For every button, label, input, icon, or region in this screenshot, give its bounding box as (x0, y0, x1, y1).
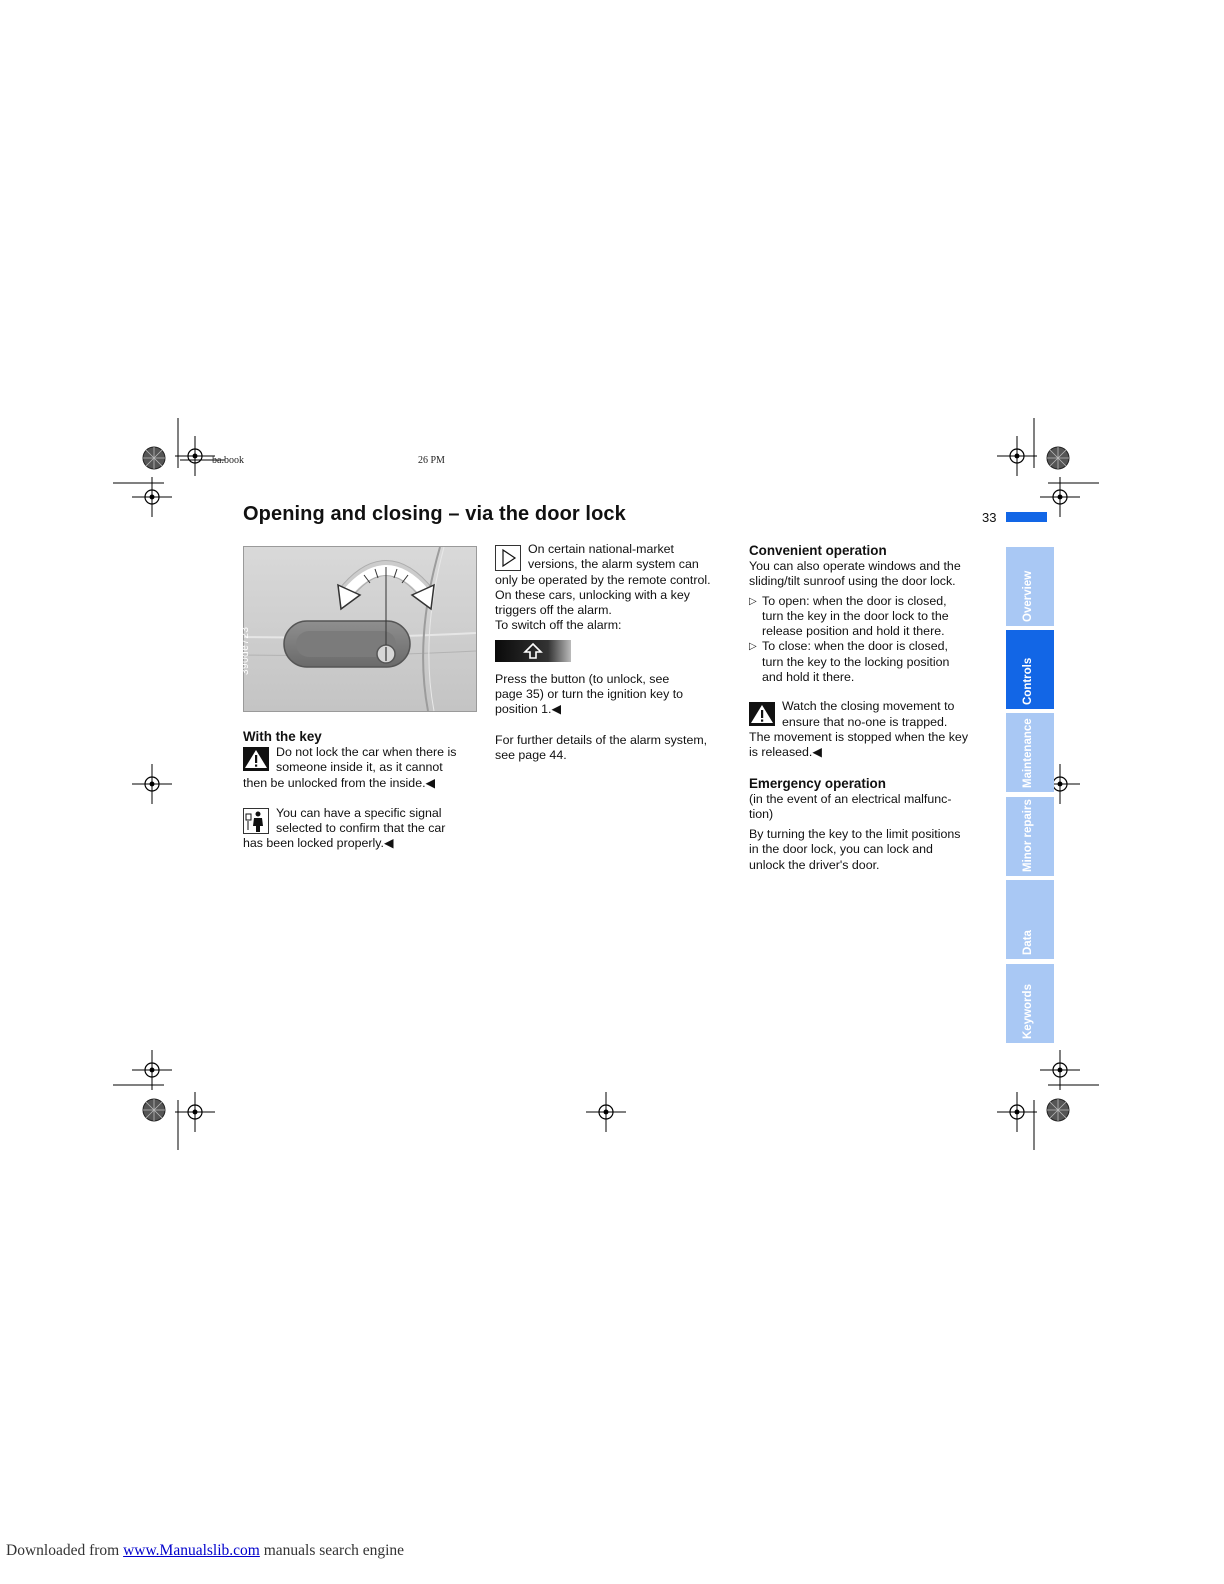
tab-controls[interactable] (1006, 630, 1054, 709)
further-line: see page 44. (495, 747, 567, 762)
column-1 (243, 728, 483, 852)
tab-maintenance[interactable] (1006, 713, 1054, 792)
note-line: On certain national-market (528, 542, 675, 556)
emergency-line: in the door lock, you can lock and (749, 842, 933, 857)
press-line: page 35) or turn the ignition key to (495, 687, 684, 702)
alarm-note-block (495, 542, 740, 634)
warning-block (243, 745, 483, 791)
press-line: position 1.◀ (495, 702, 562, 717)
tab-keywords[interactable] (1006, 964, 1054, 1043)
closing-warning-block (749, 699, 997, 760)
note-line: To switch off the alarm: (495, 618, 622, 633)
figure-code: 390de723 (240, 626, 251, 675)
warning-line: Watch the closing movement to (782, 699, 955, 714)
note-line: triggers off the alarm. (495, 603, 612, 618)
intro-line: You can also operate windows and the (749, 559, 961, 573)
download-footer (6, 1542, 404, 1560)
bullet-close (749, 639, 997, 685)
warning-line: ensure that no-one is trapped. (782, 714, 948, 729)
unlock-button-image (495, 640, 571, 662)
play-note-icon (495, 545, 521, 571)
warning-line: then be unlocked from the inside.◀ (243, 775, 436, 790)
tab-label: Keywords (1022, 984, 1034, 1039)
note-line: On these cars, unlocking with a key (495, 587, 690, 602)
time-label: 26 PM (418, 455, 445, 466)
bullet-open (749, 594, 997, 640)
tab-label: Controls (1022, 657, 1034, 705)
note-line: versions, the alarm system can (528, 557, 699, 572)
note-line: selected to confirm that the car (276, 821, 446, 836)
further-line: For further details of the alarm system, (495, 732, 708, 747)
environment-note-icon (243, 808, 269, 834)
column-3 (749, 542, 997, 873)
emergency-line: (in the event of an electrical malfunc- (749, 791, 952, 806)
tab-label: Overview (1022, 570, 1034, 622)
signal-note-block (243, 806, 483, 852)
intro-line: sliding/tilt sunroof using the door lock. (749, 574, 956, 589)
tab-label: Data (1022, 930, 1034, 955)
bullet-line: To open: when the door is closed, (762, 593, 947, 608)
unlock-arrow-icon (524, 643, 542, 659)
bullet-line: release position and hold it there. (762, 624, 945, 639)
emergency-line: unlock the driver's door. (749, 857, 880, 872)
bullet-triangle-icon: ▷ (749, 641, 757, 653)
emergency-line: By turning the key to the limit positions (749, 827, 961, 842)
column-2 (495, 542, 740, 763)
warning-icon (243, 747, 269, 771)
bullet-line: To close: when the door is closed, (762, 639, 948, 654)
bullet-line: turn the key to the locking position (762, 654, 950, 669)
footer-suffix: manuals search engine (259, 1542, 405, 1559)
tab-label: Maintenance (1022, 718, 1034, 788)
door-handle-illustration (244, 547, 476, 711)
page-number: 33 (982, 510, 997, 525)
page-title: Opening and closing – via the door lock (243, 503, 626, 525)
warning-icon (749, 702, 775, 726)
manualslib-link[interactable]: www.Manualslib.com (123, 1542, 260, 1559)
warning-line: someone inside it, as it cannot (276, 760, 443, 775)
emergency-operation-heading: Emergency operation (749, 775, 886, 791)
bullet-line: and hold it there. (762, 670, 855, 685)
tab-label: Minor repairs (1022, 799, 1034, 872)
tab-overview[interactable] (1006, 547, 1054, 626)
with-key-heading: With the key (243, 729, 322, 744)
tab-minor-repairs[interactable] (1006, 797, 1054, 876)
convenient-operation-heading: Convenient operation (749, 543, 887, 558)
tab-data[interactable] (1006, 880, 1054, 959)
page-number-bar (1006, 512, 1047, 522)
warning-line: Do not lock the car when there is (276, 745, 457, 759)
warning-line: The movement is stopped when the key (749, 729, 969, 744)
emergency-line: tion) (749, 806, 774, 821)
note-line: You can have a specific signal (276, 805, 442, 820)
note-line: only be operated by the remote control. (495, 572, 711, 587)
file-label: ba.book (212, 455, 244, 466)
press-line: Press the button (to unlock, see (495, 671, 670, 686)
footer-prefix: Downloaded from (6, 1542, 124, 1559)
door-lock-figure (240, 546, 477, 712)
bullet-line: turn the key in the door lock to the (762, 608, 949, 623)
warning-line: is released.◀ (749, 745, 822, 760)
note-line: has been locked properly.◀ (243, 836, 394, 851)
bullet-triangle-icon: ▷ (749, 595, 757, 607)
